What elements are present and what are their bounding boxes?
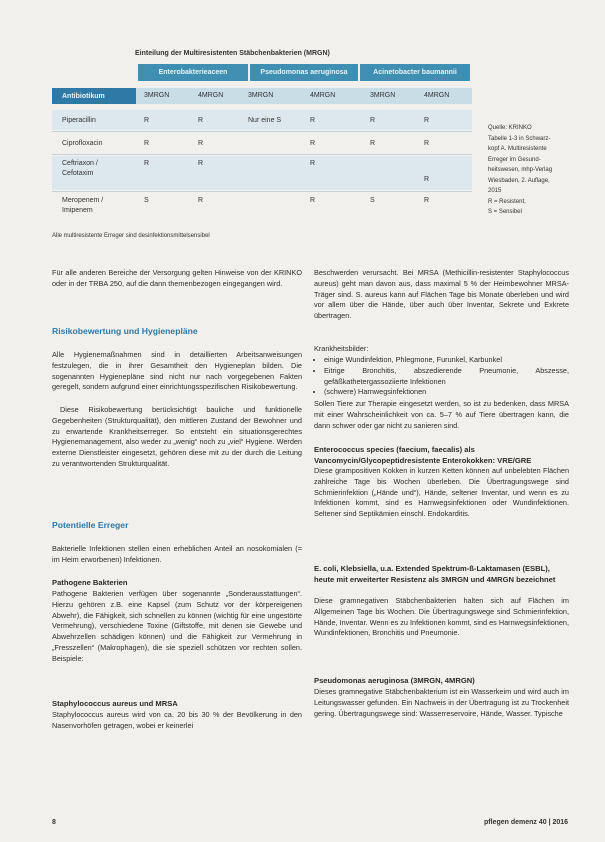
disease-list: [314, 355, 569, 398]
legend-line: R = Resistent,: [488, 198, 526, 205]
table-divider: [52, 131, 472, 132]
table-cell: S: [144, 197, 149, 204]
table-cell: R: [144, 160, 150, 167]
table-cell: R: [310, 140, 316, 147]
table-legend: [488, 123, 568, 218]
legend-line: Tabelle 1-3 in Schwarz-: [488, 135, 551, 142]
legend-line: heitswesen, mhp-Verlag: [488, 167, 553, 173]
table-cell: Nur eine S: [248, 117, 282, 124]
row-label-imipenem: Imipenem: [62, 207, 93, 214]
row-label-ciprofloxacin: Ciprofloxacin: [62, 140, 103, 147]
subheader-cell: 4MRGN: [198, 92, 224, 99]
vre-paragraph: Diese grampositiven Kokken in kurzen Ketten können auf unbelebten Flächen zahlreiche Tage bis Wochen überleben. Die Übertragungswege sind Schmierinfektion („Hände und“), Hände, seltener Inventar, und wenn es zu Infektionen kommt, sind es Harnwegsinfektionen oder Wundinfektionen. Seltener sind Septikämien einschl. Endokarditis.: [314, 466, 569, 519]
intro-paragraph: Für alle anderen Bereiche der Versorgung gelten Hinweise von der KRINKO oder in der TRBA 250, auf die dann themenbezogen eingegangen wird.: [52, 268, 302, 288]
subheading-esbl: E. coli, Klebsiella, u.a. Extended Spektrum-ß-Laktamasen (ESBL), heute mit erweiterter Resistenz als 3MRGN und 4MRGN bezeichnet: [314, 564, 556, 584]
legend-line: Erreger im Gesund-: [488, 156, 541, 163]
table-cell: R: [198, 140, 204, 147]
table-footnote: Alle multiresistente Erreger sind desinfektionsmittelsensibel: [52, 233, 210, 239]
subheading-pseudomonas: Pseudomonas aeruginosa (3MRGN, 4MRGN): [314, 676, 475, 685]
subheading-pathogenic-bacteria: Pathogene Bakterien: [52, 578, 128, 587]
animal-therapy-paragraph: Sollen Tiere zur Therapie eingesetzt werden, so ist zu bedenken, dass MRSA mit einer Wahrscheinlichkeit von ca. 5–7 % auf Tiere übertragen kann, die dann schwer oder gar nicht zu sanieren sind.: [314, 399, 569, 430]
disease-list-item: • einige Wundinfektion, Phlegmone, Furunkel, Karbunkel: [324, 355, 569, 366]
table-cell: R: [424, 140, 430, 147]
row-label-meropenem: Meropenem /: [62, 197, 104, 204]
pathogenic-bacteria-paragraph: Pathogene Bakterien verfügen über sogenannte „Sonderausstattungen“. Hierzu gehören z.B. eine Kapsel (zum Schutz vor der körpereigenen Abwehr), die Fähigkeit, sich schnellen zu können (wichtig für eine ungestörte Vermehrung), verschiedene Toxine (Giftstoffe, mit denen sie Gewebe und Abwehrzellen schädigen können) und die Fähigkeit zur Vermehrung in „Fresszellen“ (Makrophagen), die sie speziell schützen vor rechten sollen. Beispiele:: [52, 589, 302, 663]
row-label-cefotaxim: Cefotaxim: [62, 170, 94, 177]
group-header-acinetobacter: Acinetobacter baumannii: [360, 64, 470, 81]
table-cell: R: [310, 117, 316, 124]
table-cell: R: [370, 117, 376, 124]
legend-line: Quelle: KRINKO: [488, 125, 532, 131]
subheader-cell: 3MRGN: [370, 92, 396, 99]
subheader-cell: 3MRGN: [144, 92, 170, 99]
staph-aureus-paragraph: Staphylococcus aureus wird von ca. 20 bis 30 % der Bevölkerung in den Nasenvorhöfen getragen, wobei er keinerlei: [52, 710, 302, 730]
table-cell: R: [424, 197, 430, 204]
section-heading-pathogens: Potentielle Erreger: [52, 520, 129, 530]
pathogens-intro: Bakterielle Infektionen stellen einen erheblichen Anteil an nosokomialen (= im Heim erworbenen) Infektionen.: [52, 544, 302, 564]
subheader-cell: 4MRGN: [310, 92, 336, 99]
table-cell: S: [370, 197, 375, 204]
antibiotic-header: Antibiotikum: [52, 88, 136, 104]
table-cell: R: [198, 197, 204, 204]
journal-footer: pflegen demenz 40 | 2016: [484, 819, 569, 826]
legend-line: S = Sensibel: [488, 209, 522, 215]
table-cell: R: [144, 140, 150, 147]
subheader-cell: 4MRGN: [424, 92, 450, 99]
disease-list-item: • (schwere) Harnwegsinfektionen: [324, 387, 569, 398]
subheader-cell: 3MRGN: [248, 92, 274, 99]
row-label-ceftriaxon: Ceftriaxon /: [62, 160, 98, 167]
table-cell: R: [424, 176, 430, 183]
legend-line: kopf A. Multiresistente: [488, 146, 547, 152]
table-cell: R: [198, 117, 204, 124]
table-cell: R: [310, 197, 316, 204]
table-cell: R: [310, 160, 316, 167]
risk-paragraph-2: Diese Risikobewertung berücksichtigt bauliche und funktionelle Gegebenheiten (Strukturqualität), den mittleren Zustand der Bewohner und zu erwartende Krankheitserreger. So entsteht ein situationsgerechtes Hygienemanagement, also weder zu „wenig“ noch zu „viel“ Hygiene. Werden externe Dienstleister eingesetzt, gehören diese mit zu der durch die Leitung zu verantwortenden Strukturqualität.: [52, 405, 302, 468]
group-header-enterobacteriaceae: Enterobakterieaceen: [138, 64, 248, 81]
table-cell: R: [370, 140, 376, 147]
legend-line: Wiesbaden, 2. Auflage,: [488, 177, 550, 184]
table-cell: R: [144, 117, 150, 124]
row-label-piperacillin: Piperacillin: [62, 117, 96, 124]
table-divider: [52, 191, 472, 192]
esbl-paragraph: Diese gramnegativen Stäbchenbakterien halten sich auf Flächen im Allgemeinen Tage bis Wochen. Die Übertragungswege sind Schmierinfektion, Hände, Inventar. Wenn es zu Infektionen kommt, sind es Harnwegsinfektionen, Wundinfektionen, Bronchitis und Pneumonie.: [314, 596, 569, 638]
section-heading-risk: Risikobewertung und Hygienepläne: [52, 326, 198, 336]
table-row-bg: [52, 156, 472, 190]
subheading-vre: Enterococcus species (faecium, faecalis) als Vancomycin/Glycopeptidresistente Enterokokken: VRE/GRE: [314, 445, 532, 465]
table-title: Einteilung der Multiresistenten Stäbchenbakterien (MRGN): [135, 50, 330, 57]
table-cell: R: [424, 117, 430, 124]
disease-label: Krankheitsbilder:: [314, 344, 369, 353]
table-cell: R: [198, 160, 204, 167]
disease-list-item: • Eitrige Bronchitis, abszedierende Pneumonie, Abszesse, gefäßkathetergassoziierte Infektionen: [324, 366, 569, 388]
table-group-headers: [138, 64, 470, 81]
group-header-pseudomonas: Pseudomonas aeruginosa: [250, 64, 358, 81]
pseudomonas-paragraph: Dieses gramnegative Stäbchenbakterium ist ein Wasserkeim und wird auch im Leitungswasser gefunden. Ein Nachweis in der Übertragung ist zu Trockenheit gering. Übertragungswege sind: Wasserreservoire, Hände, Wasser. Typische: [314, 687, 569, 718]
mrsa-paragraph: Beschwerden verursacht. Bei MRSA (Methicillin-resistenter Staphylococcus aureus) geht man davon aus, dass maximal 5 % der Heimbewohner MRSA-Träger sind. S. aureus kann auf Flächen Tage bis Monate überleben und wird vor allem über die Hände, über auch über Inventar, Sekrete und Exkrete übertragen.: [314, 268, 569, 321]
subheading-staph-aureus: Staphylococcus aureus und MRSA: [52, 699, 178, 708]
table-divider: [52, 154, 472, 155]
table-subheader-row: [52, 88, 472, 104]
page-number: 8: [52, 819, 56, 826]
legend-line: 2015: [488, 188, 502, 194]
risk-paragraph-1: Alle Hygienemaßnahmen sind in detaillierten Arbeitsanweisungen festzulegen, die in ihrer Gesamtheit den Hygieneplan bilden. Die sogenannten Hygienepläne sind nicht nur nach vorgegebenen Fakten geregelt, sondern aufgrund einer einrichtungsspezifischen Risikobewertung.: [52, 350, 302, 392]
